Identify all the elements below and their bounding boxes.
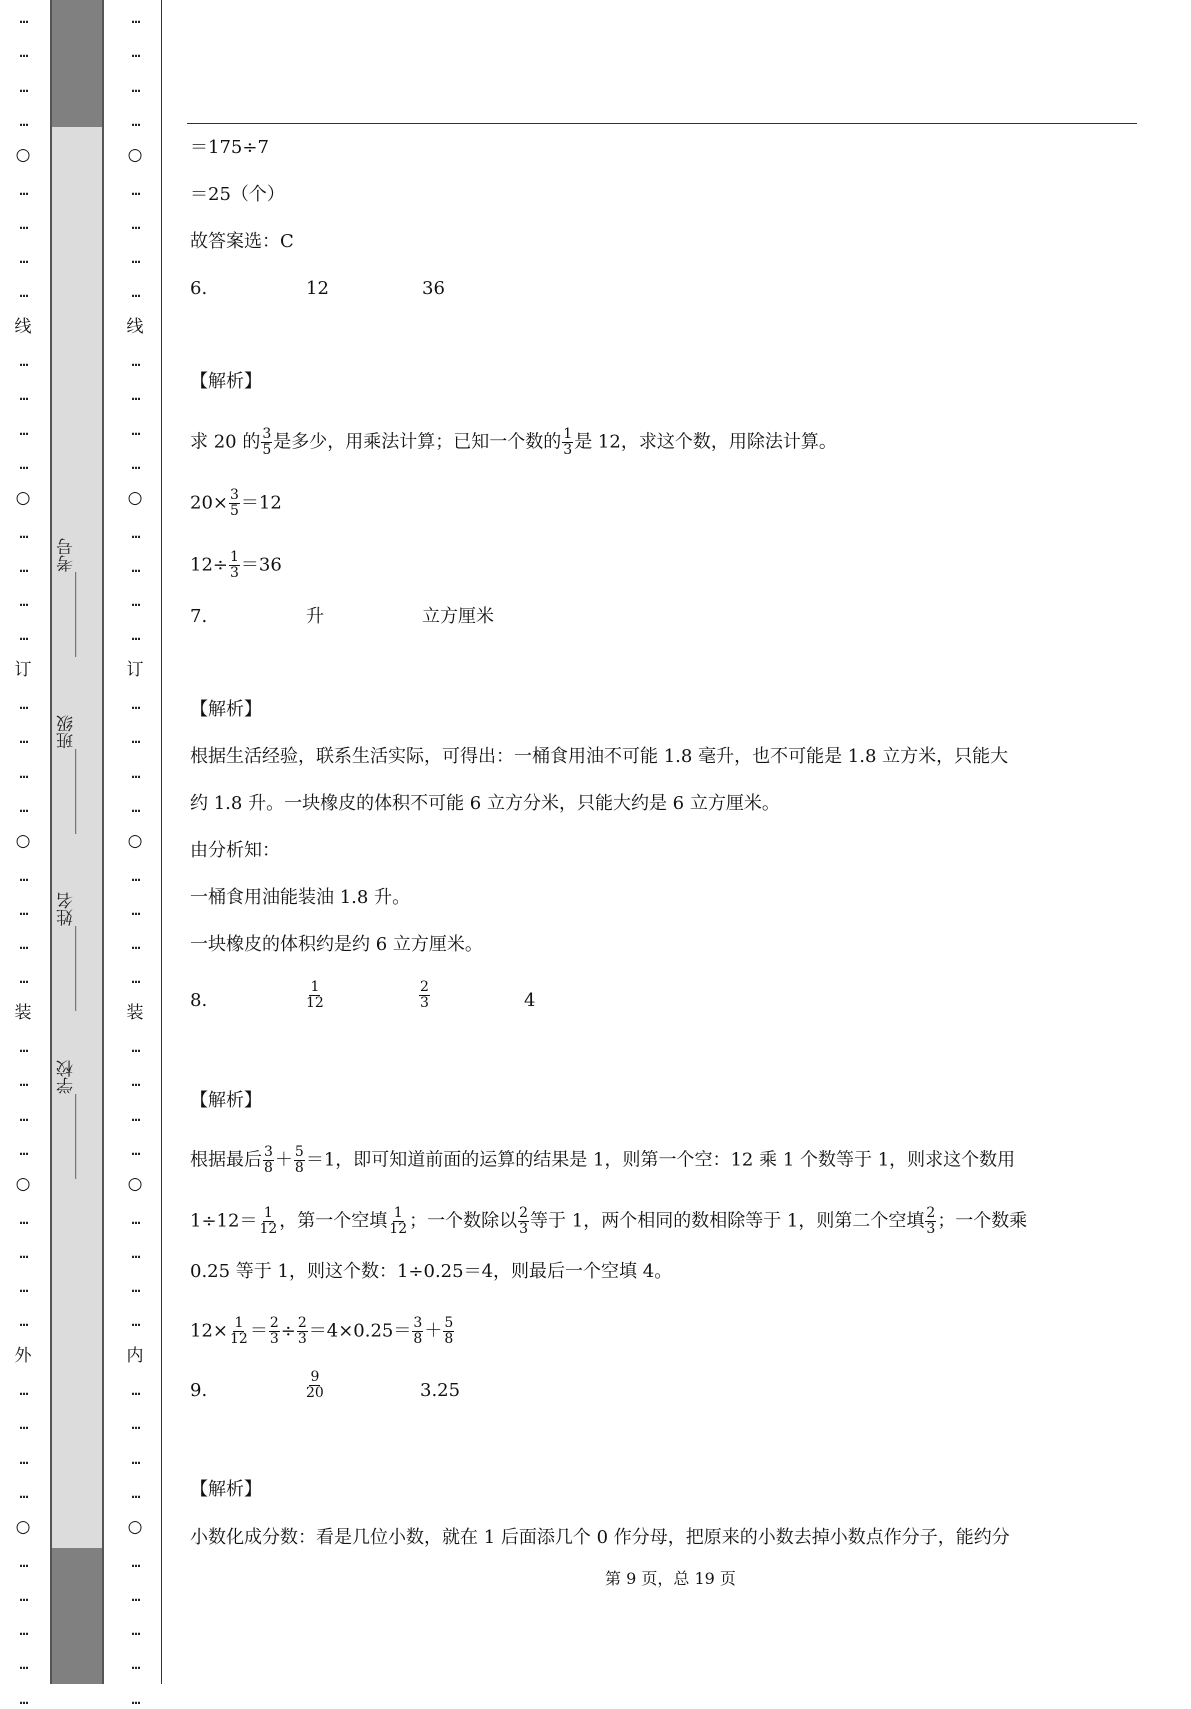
calc-line: ＝175÷7 xyxy=(190,137,269,158)
margin-dots: … xyxy=(131,420,139,439)
margin-dots: … xyxy=(19,1072,27,1091)
q8-explanation xyxy=(190,1206,1027,1237)
margin-dots: … xyxy=(131,1655,139,1674)
text: ；一个数除以 xyxy=(409,1210,518,1232)
margin-dots: … xyxy=(131,1072,139,1091)
margin-dots: … xyxy=(19,77,27,96)
margin-label: 线 xyxy=(14,316,32,337)
numerator: 1 xyxy=(393,1205,403,1221)
margin-label: 订 xyxy=(14,659,32,680)
calc-line: ＝25（个） xyxy=(190,184,285,205)
margin-label: 装 xyxy=(126,1002,144,1023)
fraction xyxy=(269,1316,280,1347)
margin-dots: … xyxy=(131,969,139,988)
text: 20× xyxy=(190,492,228,514)
margin-dots: … xyxy=(19,1415,27,1434)
margin-dots: … xyxy=(19,1243,27,1262)
text: ＋ xyxy=(274,1149,293,1171)
margin-dots: … xyxy=(131,626,139,645)
denominator: 3 xyxy=(230,565,239,581)
denominator: 3 xyxy=(297,1331,307,1347)
margin-dots: … xyxy=(131,1243,139,1262)
margin-label: 订 xyxy=(126,659,144,680)
denominator: 8 xyxy=(413,1331,423,1347)
margin-dots: … xyxy=(131,454,139,473)
page-footer: 第 9 页，总 19 页 xyxy=(605,1569,736,1588)
numerator: 9 xyxy=(310,1369,320,1385)
margin-dots: … xyxy=(19,557,27,576)
denominator: 5 xyxy=(262,442,272,458)
fraction xyxy=(305,980,325,1011)
text: ＝1，即可知道前面的运算的结果是 1，则第一个空：12 乘 1 个数等于 1，则求这个数用 xyxy=(305,1149,1016,1171)
inner-margin-rule xyxy=(161,0,162,1684)
margin-dots: … xyxy=(19,352,27,370)
margin-dots: … xyxy=(19,111,27,130)
fraction xyxy=(229,1316,249,1347)
field-class xyxy=(54,690,100,860)
fraction xyxy=(229,488,240,519)
margin-dots: … xyxy=(131,1415,139,1434)
fraction xyxy=(263,1145,274,1176)
numerator: 2 xyxy=(297,1315,307,1331)
margin-dots: … xyxy=(19,797,27,816)
text: 等于 1，两个相同的数相除等于 1，则第二个空填 xyxy=(530,1210,925,1232)
numerator: 5 xyxy=(294,1144,304,1160)
text: ，第一个空填 xyxy=(279,1210,388,1232)
gray-field-band xyxy=(50,0,104,1684)
margin-dots: … xyxy=(131,1038,139,1056)
q7-answer-1: 升 xyxy=(306,606,324,627)
numerator: 2 xyxy=(420,979,429,995)
margin-dots: … xyxy=(19,969,27,988)
numerator: 3 xyxy=(264,1144,273,1160)
denominator: 3 xyxy=(563,442,573,458)
q8-calc xyxy=(190,1316,455,1347)
margin-dots: … xyxy=(19,283,27,302)
margin-dots: … xyxy=(19,1209,27,1228)
q9-explanation: 小数化成分数：看是几位小数，就在 1 后面添几个 0 作分母，把原来的小数去掉小数点作分子，能约分 xyxy=(190,1527,1010,1548)
field-blank: __________ xyxy=(57,572,77,658)
analysis-heading: 【解析】 xyxy=(190,1479,262,1500)
margin-dots: … xyxy=(131,1140,139,1159)
denominator: 20 xyxy=(306,1385,324,1401)
q6-number: 6. xyxy=(190,278,208,299)
margin-dots: … xyxy=(131,866,139,885)
margin-dots: … xyxy=(131,900,139,919)
margin-dots: … xyxy=(19,1483,27,1502)
margin-dots: … xyxy=(131,1381,139,1399)
margin-dots: … xyxy=(19,729,27,748)
margin-dots: … xyxy=(131,1312,139,1331)
analysis-heading: 【解析】 xyxy=(190,371,262,392)
fraction xyxy=(562,427,573,458)
text: 求 20 的 xyxy=(190,431,261,453)
q7-number: 7. xyxy=(190,606,208,627)
margin-dots: … xyxy=(131,557,139,576)
margin-dots: … xyxy=(131,180,139,199)
margin-dots: … xyxy=(131,1689,139,1708)
margin-dots: … xyxy=(131,763,139,782)
margin-dots: … xyxy=(131,1621,139,1640)
field-label: 班级 xyxy=(57,715,77,750)
margin-dots: … xyxy=(131,283,139,302)
text: 12÷ xyxy=(190,554,228,576)
field-label: 考号 xyxy=(57,538,77,573)
q7-explanation: 一桶食用油能装油 1.8 升。 xyxy=(190,887,411,908)
margin-dots: … xyxy=(131,592,139,611)
denominator: 3 xyxy=(269,1331,279,1347)
q7-explanation: 一块橡皮的体积约是约 6 立方厘米。 xyxy=(190,934,483,955)
q8-answer-2 xyxy=(418,980,431,1011)
margin-dots: … xyxy=(19,9,27,27)
q7-explanation: 由分析知： xyxy=(190,840,280,861)
text: ÷ xyxy=(280,1320,296,1342)
denominator: 12 xyxy=(230,1331,248,1347)
denominator: 3 xyxy=(420,995,429,1011)
text: ＝4×0.25＝ xyxy=(308,1320,412,1342)
numerator: 1 xyxy=(234,1315,244,1331)
q6-answer-2: 36 xyxy=(422,278,445,299)
margin-dots: … xyxy=(131,1552,139,1571)
margin-dots: … xyxy=(131,1209,139,1228)
text: ；一个数乘 xyxy=(937,1210,1028,1232)
margin-dots: … xyxy=(19,1038,27,1056)
q6-calc-2 xyxy=(190,550,282,581)
q8-explanation: 0.25 等于 1，则这个数：1÷0.25＝4，则最后一个空填 4。 xyxy=(190,1261,673,1282)
denominator: 12 xyxy=(306,995,324,1011)
margin-dots: … xyxy=(131,797,139,816)
margin-dots: … xyxy=(131,1586,139,1605)
q8-number: 8. xyxy=(190,990,208,1011)
margin-dots: … xyxy=(19,626,27,645)
fraction xyxy=(443,1316,454,1347)
margin-dots: … xyxy=(19,592,27,611)
margin-dots: … xyxy=(131,386,139,405)
numerator: 1 xyxy=(563,426,573,442)
field-exam-number xyxy=(54,518,100,678)
numerator: 1 xyxy=(310,979,320,995)
text: ＋ xyxy=(424,1320,443,1342)
numerator: 3 xyxy=(230,487,239,503)
margin-dots: … xyxy=(19,935,27,954)
margin-dots: … xyxy=(19,1312,27,1331)
fraction xyxy=(412,1316,423,1347)
fraction xyxy=(518,1206,529,1237)
margin-dots: … xyxy=(19,1621,27,1640)
fraction xyxy=(294,1145,305,1176)
margin-dots: … xyxy=(131,1449,139,1468)
margin-dots: … xyxy=(131,1278,139,1297)
denominator: 8 xyxy=(264,1160,273,1176)
margin-label: 线 xyxy=(126,316,144,337)
gray-band-top xyxy=(52,0,102,127)
field-blank: __________ xyxy=(57,749,77,835)
analysis-heading: 【解析】 xyxy=(190,699,262,720)
answer-line: 故答案选：C xyxy=(190,231,294,252)
numerator: 2 xyxy=(926,1205,936,1221)
analysis-heading: 【解析】 xyxy=(190,1090,262,1111)
margin-dots: … xyxy=(131,111,139,130)
margin-dots: … xyxy=(19,763,27,782)
q8-answer-1 xyxy=(304,980,326,1011)
field-label: 学校 xyxy=(57,1060,77,1095)
denominator: 12 xyxy=(259,1221,278,1237)
q9-answer-2: 3.25 xyxy=(420,1380,461,1401)
q6-explanation xyxy=(190,427,837,458)
q8-answer-3: 4 xyxy=(524,990,536,1011)
fraction xyxy=(925,1206,936,1237)
margin-dots: … xyxy=(19,1449,27,1468)
text: 是多少，用乘法计算；已知一个数的 xyxy=(273,431,562,453)
margin-circle: ○ xyxy=(127,831,143,852)
margin-dots: … xyxy=(19,454,27,473)
outer-margin-column xyxy=(12,0,34,1708)
denominator: 3 xyxy=(926,1221,936,1237)
header-rule xyxy=(187,123,1137,124)
numerator: 1 xyxy=(263,1205,273,1221)
q7-explanation: 根据生活经验，联系生活实际，可得出：一桶食用油不可能 1.8 毫升，也不可能是 1.8 立方米，只能大 xyxy=(190,746,1009,767)
margin-label: 外 xyxy=(14,1345,32,1366)
q7-answer-2: 立方厘米 xyxy=(422,606,494,627)
q9-answer-1 xyxy=(304,1370,326,1401)
margin-dots: … xyxy=(19,420,27,439)
fraction xyxy=(229,550,240,581)
inner-margin-column xyxy=(124,0,146,1708)
margin-dots: … xyxy=(19,386,27,405)
margin-dots: … xyxy=(19,1689,27,1708)
margin-dots: … xyxy=(131,523,139,542)
margin-circle: ○ xyxy=(15,1174,31,1195)
margin-circle: ○ xyxy=(15,145,31,166)
margin-dots: … xyxy=(19,900,27,919)
margin-dots: … xyxy=(19,249,27,268)
margin-dots: … xyxy=(131,249,139,268)
margin-circle: ○ xyxy=(15,488,31,509)
margin-circle: ○ xyxy=(15,831,31,852)
q9-number: 9. xyxy=(190,1380,208,1401)
numerator: 1 xyxy=(230,549,239,565)
numerator: 3 xyxy=(262,426,272,442)
text: 根据最后 xyxy=(190,1149,262,1171)
field-label: 姓名 xyxy=(57,892,77,927)
text: 1÷12＝ xyxy=(190,1210,258,1232)
q6-answer-1: 12 xyxy=(306,278,329,299)
margin-label: 内 xyxy=(126,1345,144,1366)
margin-dots: … xyxy=(131,9,139,27)
margin-dots: … xyxy=(19,1140,27,1159)
margin-dots: … xyxy=(131,729,139,748)
fraction xyxy=(258,1206,278,1237)
numerator: 2 xyxy=(269,1315,279,1331)
text: ＝12 xyxy=(240,492,282,514)
text: ＝36 xyxy=(240,554,282,576)
fraction xyxy=(297,1316,308,1347)
margin-dots: … xyxy=(19,866,27,885)
denominator: 8 xyxy=(294,1160,304,1176)
fraction xyxy=(419,980,430,1011)
q6-calc-1 xyxy=(190,488,282,519)
margin-circle: ○ xyxy=(15,1517,31,1538)
q8-explanation xyxy=(190,1145,1015,1176)
text: ＝ xyxy=(249,1320,268,1342)
numerator: 2 xyxy=(519,1205,529,1221)
margin-dots: … xyxy=(131,935,139,954)
margin-dots: … xyxy=(131,695,139,713)
margin-circle: ○ xyxy=(127,1174,143,1195)
margin-dots: … xyxy=(131,1106,139,1125)
q7-explanation: 约 1.8 升。一块橡皮的体积不可能 6 立方分米，只能大约是 6 立方厘米。 xyxy=(190,793,780,814)
margin-dots: … xyxy=(131,214,139,233)
margin-circle: ○ xyxy=(127,1517,143,1538)
margin-dots: … xyxy=(19,43,27,62)
denominator: 3 xyxy=(519,1221,529,1237)
margin-dots: … xyxy=(19,1552,27,1571)
margin-dots: … xyxy=(19,695,27,713)
denominator: 5 xyxy=(230,503,239,519)
margin-circle: ○ xyxy=(127,145,143,166)
margin-label: 装 xyxy=(14,1002,32,1023)
margin-dots: … xyxy=(19,1586,27,1605)
field-blank: __________ xyxy=(57,1094,77,1180)
margin-dots: … xyxy=(19,523,27,542)
fraction xyxy=(261,427,272,458)
field-name xyxy=(54,872,100,1032)
margin-dots: … xyxy=(19,1381,27,1399)
margin-circle: ○ xyxy=(127,488,143,509)
field-blank: __________ xyxy=(57,926,77,1012)
text: 是 12，求这个数，用除法计算。 xyxy=(574,431,837,453)
field-school xyxy=(54,1045,100,1195)
numerator: 3 xyxy=(413,1315,423,1331)
margin-dots: … xyxy=(131,77,139,96)
fraction xyxy=(305,1370,325,1401)
fraction xyxy=(388,1206,408,1237)
numerator: 5 xyxy=(444,1315,454,1331)
margin-dots: … xyxy=(19,1106,27,1125)
margin-dots: … xyxy=(19,180,27,199)
margin-dots: … xyxy=(131,1483,139,1502)
text: 12× xyxy=(190,1320,228,1342)
margin-dots: … xyxy=(19,1278,27,1297)
denominator: 12 xyxy=(389,1221,408,1237)
margin-dots: … xyxy=(19,1655,27,1674)
denominator: 8 xyxy=(444,1331,454,1347)
margin-dots: … xyxy=(131,352,139,370)
margin-dots: … xyxy=(19,214,27,233)
margin-dots: … xyxy=(131,43,139,62)
